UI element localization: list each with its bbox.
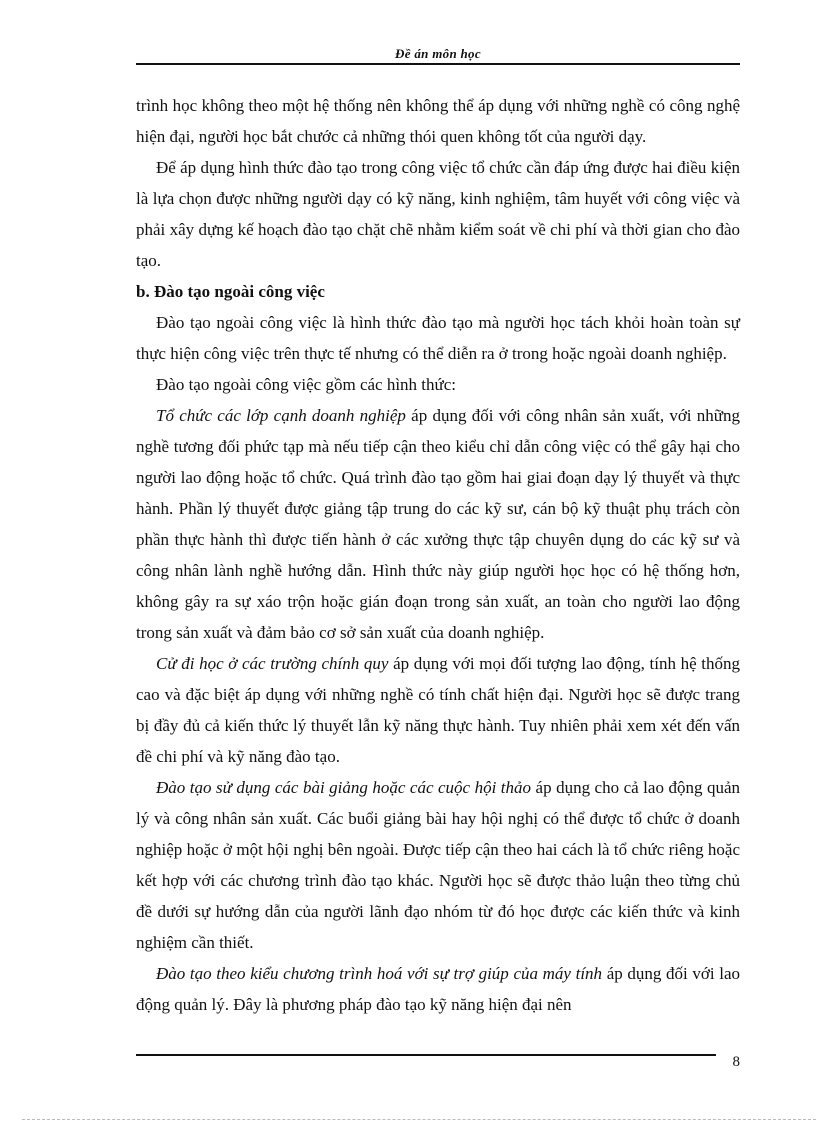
paragraph-forms-intro: Đào tạo ngoài công việc gồm các hình thức: bbox=[156, 375, 457, 394]
header-rule bbox=[136, 63, 740, 65]
form-title-lectures: Đào tạo sử dụng các bài giảng hoặc các cuộc hội thảo bbox=[156, 778, 532, 797]
form-text-classes: áp dụng đối với công nhân sản xuất, với những nghề tương đối phức tạp mà nếu tiếp cận theo kiểu chỉ dẫn công việc có thể gây hại cho người lao động hoặc tổ chức. Quá trình đào tạo gồm hai giai đoạn dạy lý thuyết và thực hành. Phần lý thuyết được giảng tập trung do các kỹ sư, cán bộ kỹ thuật phụ trách còn phần thực hành thì được tiến hành ở các xưởng thực tập chuyên dụng do các kỹ sư và công nhân lành nghề hướng dẫn. Hình thức này giúp người học học có hệ thống hơn, không gây ra sự xáo trộn hoặc gián đoạn trong sản xuất, an toàn cho người lao động trong sản xuất và đảm bảo cơ sở sản xuất của doanh nghiệp. bbox=[136, 406, 740, 642]
form-text-computer: áp dụng đối với lao động quản lý. Đây là phương pháp đào tạo kỹ năng hiện đại nên bbox=[136, 964, 740, 1014]
page-edge-divider bbox=[22, 1119, 816, 1120]
body-text bbox=[136, 90, 740, 1020]
form-title-classes: Tổ chức các lớp cạnh doanh nghiệp bbox=[156, 406, 406, 425]
page-number: 8 bbox=[732, 1054, 740, 1070]
form-text-schools: áp dụng với mọi đối tượng lao động, tính hệ thống cao và đặc biệt áp dụng với những nghề có tính chất hiện đại. Người học sẽ được trang bị đầy đủ cả kiến thức lý thuyết lẫn kỹ năng thực hành. Tuy nhiên phải xem xét đến vấn đề chi phí và kỹ năng đào tạo. bbox=[136, 654, 740, 766]
paragraph-continuation: trình học không theo một hệ thống nên không thể áp dụng với những nghề có công nghệ hiện đại, người học bắt chước cả những thói quen không tốt của người dạy. bbox=[136, 96, 740, 146]
form-text-lectures: áp dụng cho cả lao động quản lý và công nhân sản xuất. Các buổi giảng bài hay hội nghị có thể được tổ chức ở doanh nghiệp hoặc ở một hội nghị bên ngoài. Được tiếp cận theo hai cách là tổ chức riêng hoặc kết hợp với các chương trình đào tạo khác. Người học sẽ được thảo luận theo từng chủ đề dưới sự hướng dẫn của người lãnh đạo nhóm từ đó học được các kiến thức và kinh nghiệm cần thiết. bbox=[136, 778, 740, 952]
form-title-computer: Đào tạo theo kiểu chương trình hoá với sự trợ giúp của máy tính bbox=[156, 964, 603, 983]
form-title-schools: Cử đi học ở các trường chính quy bbox=[156, 654, 389, 673]
header-title: Đề án môn học bbox=[395, 46, 481, 61]
paragraph-conditions: Để áp dụng hình thức đào tạo trong công việc tổ chức cần đáp ứng được hai điều kiện là lựa chọn được những người dạy có kỹ năng, kinh nghiệm, tâm huyết với công việc và phải xây dựng kế hoạch đào tạo chặt chẽ nhằm kiểm soát về chi phí và thời gian cho đào tạo. bbox=[136, 158, 740, 270]
footer-rule bbox=[136, 1054, 716, 1056]
paragraph-form-schools bbox=[136, 648, 740, 772]
section-heading: b. Đào tạo ngoài công việc bbox=[136, 282, 325, 301]
paragraph-form-classes bbox=[136, 400, 740, 648]
paragraph-form-computer bbox=[136, 958, 740, 1020]
paragraph-definition: Đào tạo ngoài công việc là hình thức đào tạo mà người học tách khỏi hoàn toàn sự thực hiện công việc trên thực tế nhưng có thể diễn ra ở trong hoặc ngoài doanh nghiệp. bbox=[136, 313, 740, 363]
paragraph-form-lectures bbox=[136, 772, 740, 958]
